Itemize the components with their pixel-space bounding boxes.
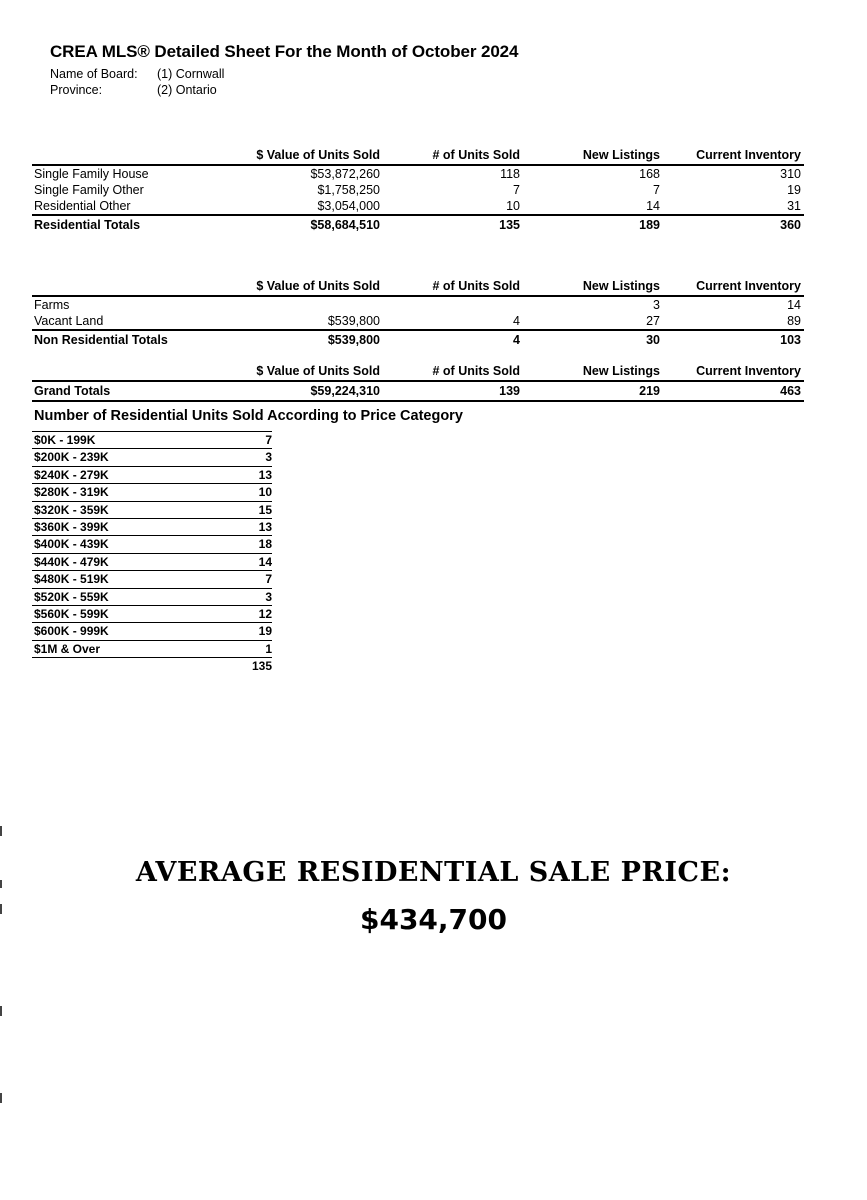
list-item <box>32 449 272 466</box>
category-label: $440K - 479K <box>34 554 109 569</box>
list-item <box>32 623 272 640</box>
category-label: $280K - 319K <box>34 485 109 500</box>
cell-value: $59,224,310 <box>310 384 380 398</box>
category-label: $320K - 359K <box>34 502 109 517</box>
table-header <box>32 363 804 382</box>
cell-units: 10 <box>506 199 520 213</box>
col-header-value: $ Value of Units Sold <box>256 364 380 378</box>
cell-units: 135 <box>499 218 520 232</box>
list-item <box>32 641 272 658</box>
category-label: $240K - 279K <box>34 467 109 482</box>
table-row <box>32 198 804 214</box>
col-header-inventory: Current Inventory <box>696 364 801 378</box>
category-label: $560K - 599K <box>34 606 109 621</box>
cell-listings: 168 <box>639 167 660 181</box>
col-header-inventory: Current Inventory <box>696 279 801 293</box>
category-count: 1 <box>265 641 272 656</box>
category-label: $400K - 439K <box>34 537 109 552</box>
list-item <box>32 484 272 501</box>
cell-value: $1,758,250 <box>317 183 380 197</box>
col-header-value: $ Value of Units Sold <box>256 279 380 293</box>
category-count: 10 <box>258 485 272 500</box>
board-label: Name of Board: <box>50 67 138 81</box>
category-count: 13 <box>258 467 272 482</box>
list-item <box>32 606 272 623</box>
category-count: 3 <box>265 589 272 604</box>
list-item <box>32 502 272 519</box>
col-header-value: $ Value of Units Sold <box>256 148 380 162</box>
cell-listings: 189 <box>639 218 660 232</box>
cell-listings: 30 <box>646 333 660 347</box>
col-header-units: # of Units Sold <box>432 364 520 378</box>
row-label: Residential Other <box>34 199 131 213</box>
row-label: Residential Totals <box>34 218 141 232</box>
row-label: Farms <box>34 298 70 312</box>
grand-totals-table <box>32 363 804 402</box>
scan-mark <box>0 904 2 914</box>
page-title: CREA MLS® Detailed Sheet For the Month of October 2024 <box>50 42 519 61</box>
residential-totals-row <box>32 214 804 234</box>
row-label: Vacant Land <box>34 314 104 328</box>
grand-totals-row <box>32 382 804 402</box>
average-price-value: $434,700 <box>359 903 507 936</box>
category-count: 3 <box>265 450 272 465</box>
table-row <box>32 182 804 198</box>
col-header-listings: New Listings <box>582 364 660 378</box>
cell-inventory: 19 <box>787 183 801 197</box>
cell-inventory: 89 <box>787 314 801 328</box>
cell-value: $3,054,000 <box>317 199 380 213</box>
price-category-title: Number of Residential Units Sold According to Price Category <box>34 408 463 424</box>
cell-inventory: 310 <box>780 167 801 181</box>
category-label: $360K - 399K <box>34 519 109 534</box>
row-label: Single Family Other <box>34 183 144 197</box>
average-price-label: AVERAGE RESIDENTIAL SALE PRICE: <box>135 857 732 888</box>
cell-inventory: 14 <box>787 298 801 312</box>
cell-value: $58,684,510 <box>310 218 380 232</box>
cell-units: 4 <box>513 314 520 328</box>
province-value: (2) Ontario <box>157 83 217 97</box>
col-header-listings: New Listings <box>582 279 660 293</box>
list-item <box>32 431 272 449</box>
category-label: $520K - 559K <box>34 589 109 604</box>
scan-mark <box>0 826 2 836</box>
cell-listings: 3 <box>653 298 660 312</box>
cell-value: $53,872,260 <box>310 167 380 181</box>
cell-listings: 7 <box>653 183 660 197</box>
scan-mark <box>0 880 2 888</box>
cell-inventory: 360 <box>780 218 801 232</box>
list-item <box>32 571 272 588</box>
list-item <box>32 467 272 484</box>
cell-listings: 27 <box>646 314 660 328</box>
cell-units: 4 <box>513 333 520 347</box>
category-count: 18 <box>258 537 272 552</box>
category-total-count: 135 <box>251 659 272 674</box>
scan-mark <box>0 1093 2 1103</box>
cell-inventory: 463 <box>780 384 801 398</box>
col-header-inventory: Current Inventory <box>696 148 801 162</box>
cell-inventory: 103 <box>780 333 801 347</box>
cell-value: $539,800 <box>327 333 380 347</box>
category-label: $0K - 199K <box>34 433 96 447</box>
col-header-listings: New Listings <box>582 148 660 162</box>
cell-units: 139 <box>499 384 520 398</box>
price-category-total <box>32 658 272 674</box>
category-label: $480K - 519K <box>34 572 109 587</box>
category-label: $200K - 239K <box>34 450 109 465</box>
price-category-table <box>32 431 272 674</box>
table-header <box>32 278 804 297</box>
province-label: Province: <box>50 83 103 97</box>
cell-listings: 14 <box>646 199 660 213</box>
category-label: $1M & Over <box>34 641 101 656</box>
residential-table <box>32 147 804 234</box>
category-count: 7 <box>265 572 272 587</box>
list-item <box>32 589 272 606</box>
non-residential-table <box>32 278 804 349</box>
row-label: Grand Totals <box>34 384 111 398</box>
cell-listings: 219 <box>639 384 660 398</box>
category-label: $600K - 999K <box>34 624 109 639</box>
row-label: Single Family House <box>34 167 149 181</box>
category-count: 15 <box>258 502 272 517</box>
board-value: (1) Cornwall <box>157 67 225 81</box>
col-header-units: # of Units Sold <box>432 279 520 293</box>
table-row <box>32 166 804 182</box>
category-count: 12 <box>258 606 272 621</box>
col-header-units: # of Units Sold <box>432 148 520 162</box>
list-item <box>32 554 272 571</box>
cell-units: 7 <box>513 183 520 197</box>
cell-inventory: 31 <box>787 199 801 213</box>
category-count: 13 <box>258 519 272 534</box>
non-residential-totals-row <box>32 329 804 349</box>
category-count: 14 <box>258 554 272 569</box>
list-item <box>32 519 272 536</box>
cell-units: 118 <box>500 167 520 181</box>
row-label: Non Residential Totals <box>34 333 168 347</box>
list-item <box>32 536 272 553</box>
table-row <box>32 297 804 313</box>
category-count: 7 <box>265 433 272 447</box>
cell-value: $539,800 <box>327 314 380 328</box>
table-row <box>32 313 804 329</box>
scan-mark <box>0 1006 2 1016</box>
table-header <box>32 147 804 166</box>
category-count: 19 <box>258 624 272 639</box>
